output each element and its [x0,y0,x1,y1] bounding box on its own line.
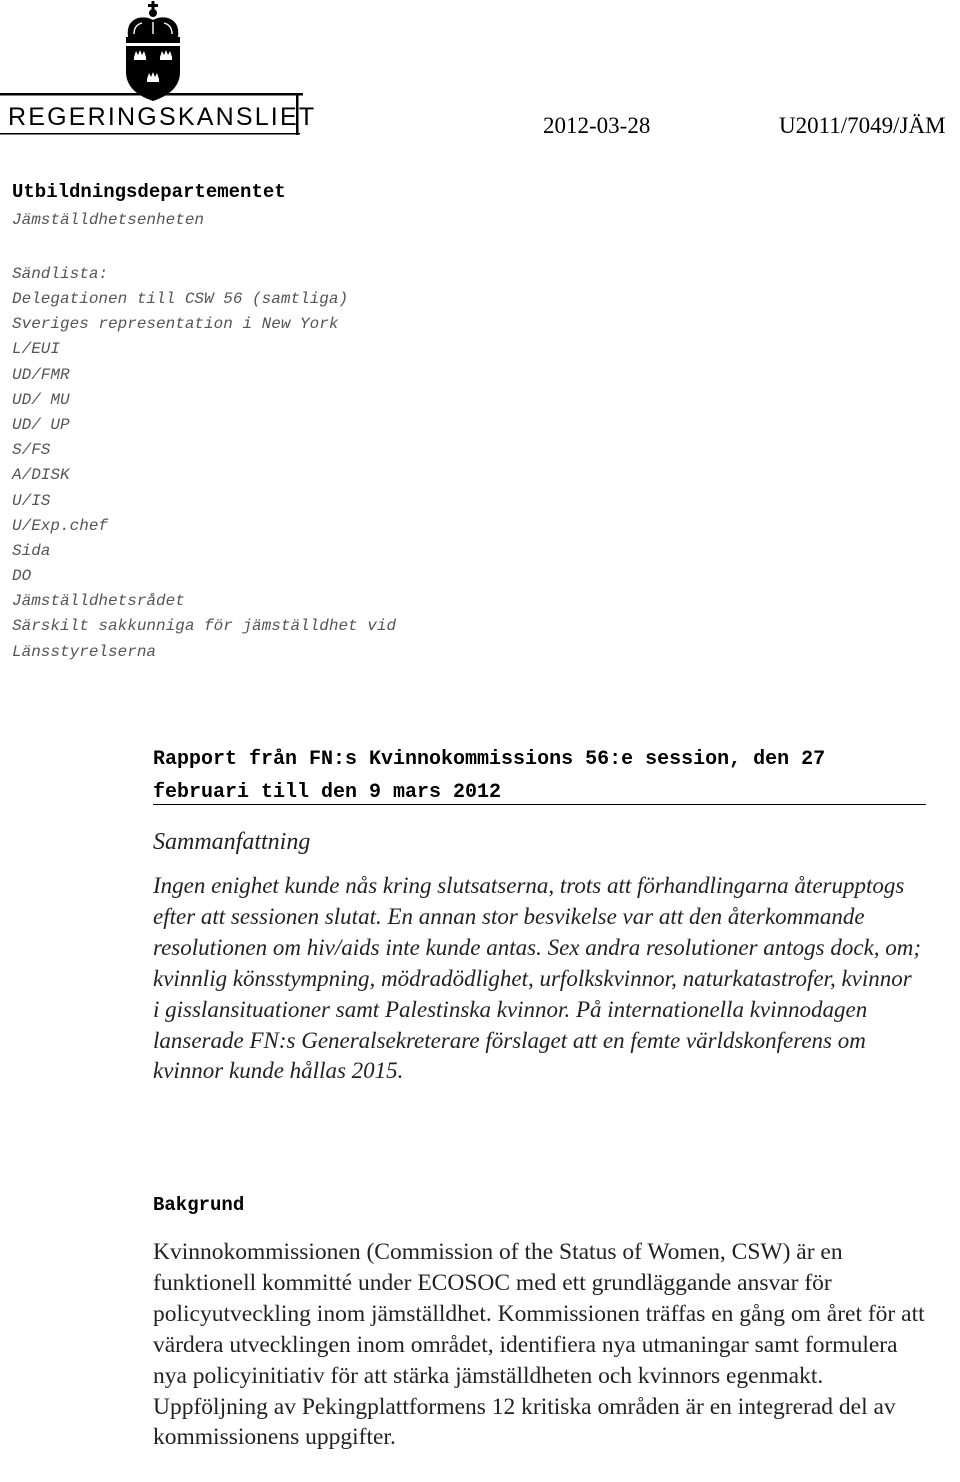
list-item: UD/FMR [12,365,70,384]
list-item: U/Exp.chef [12,516,109,535]
background-text: Kvinnokommissionen (Commission of the Status of Women, CSW) är en funktionell kommitté under ECOSOC med ett grundläggande ansvar för policyutveckling inom jämställdhet. Kommissionen träffas en gång om året för att värdera utvecklingen inom området, identifiera nya utmaningar samt formulera nya policyinitiativ för att stärka jämställdheten och kvinnors egenmakt. Uppföljning av Pekingplattformens 12 kritiska områden är en integrerad del av kommissionens uppgifter. [153,1239,925,1451]
list-item: Jämställdhetsrådet [12,592,185,611]
logo-wordmark: REGERINGSKANSLIET [8,103,317,131]
list-item: A/DISK [12,466,70,485]
distribution-list [12,289,396,667]
distribution-label: Sändlista: [12,265,109,283]
list-item: Särskilt sakkunniga för jämställdhet vid [12,617,397,636]
list-item: Delegationen till CSW 56 (samtliga) [12,290,349,308]
department-name: Utbildningsdepartementet [12,181,286,203]
summary-text: Ingen enighet kunde nås kring slutsatserna, trots att förhandlingarna återupptogs efter att sessionen slutat. En annan stor besvikelse var att den återkommande resolutionen om hiv/aids inte kunde antas. Sex andra resolutioner antogs dock, om; kvinnlig könsstympning, mödradödlighet, urfolkskvinnor, naturkatastrofer, kvinnor i gisslansituationer samt Palestinska kvinnor. På internationella kvinnodagen lanserade FN:s Generalsekreterare förslaget att en femte världskonferens om kvinnor kunde hållas 2015. [153,873,922,1084]
regeringskansliet-logo [0,0,317,140]
list-item: UD/ UP [12,415,70,434]
list-item: Sveriges representation i New York [12,315,339,334]
list-item: Sida [12,541,51,560]
list-item: Länsstyrelserna [12,642,157,661]
document-date: 2012-03-28 [543,113,651,138]
background-heading: Bakgrund [153,1194,245,1216]
summary-heading: Sammanfattning [153,829,311,855]
list-item: UD/ MU [12,390,70,409]
document-reference: U2011/7049/JÄM [779,113,946,138]
list-item: L/EUI [12,340,61,359]
report-title: Rapport från FN:s Kvinnokommissions 56:e session, den 27 februari till den 9 mars 2012 [153,748,826,804]
unit-name: Jämställdhetsenheten [12,211,205,229]
list-item: U/IS [12,491,51,510]
title-divider [153,804,926,805]
list-item: DO [12,567,32,586]
list-item: S/FS [12,441,51,460]
